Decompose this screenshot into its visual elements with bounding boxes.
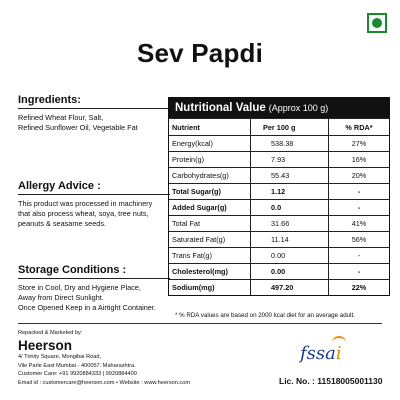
nutrient-rda: -	[357, 267, 361, 276]
nutrient-rda: 22%	[351, 283, 367, 292]
veg-dot-icon	[372, 18, 382, 28]
nutrient-rda: 16%	[351, 155, 367, 164]
rda-footnote: * % RDA values are based on 2000 kcal diet for an average adult.	[175, 312, 355, 319]
contact-line: Email id : customercare@heerson.com • Website : www.heerson.com	[18, 379, 190, 386]
nutrient-name: Carbohydrates(g)	[169, 168, 251, 183]
nutrient-value: 497.20	[251, 280, 329, 295]
nutrient-value: 0.00	[251, 264, 329, 279]
col-header-rda: % RDA*	[345, 122, 373, 132]
nutrient-name: Cholesterol(mg)	[169, 264, 251, 279]
nutrient-value: 11.14	[251, 232, 329, 247]
nutrition-row	[169, 231, 389, 247]
nutrient-name: Energy(kcal)	[169, 136, 251, 151]
allergy-section	[18, 181, 178, 229]
nutrition-row	[169, 151, 389, 167]
brand-name: Heerson	[18, 338, 73, 354]
nutrient-value: 31.66	[251, 216, 329, 231]
address-line: 4/ Trinity Square, Mongibai Road,	[18, 354, 102, 361]
storage-line: Once Opened Keep in a Airtight Container.	[18, 303, 156, 312]
marketer-block	[18, 329, 268, 387]
nutrient-rda: 27%	[351, 139, 367, 148]
nutrient-value: 0.0	[251, 200, 329, 215]
ingredients-line: Refined Wheat Flour, Salt,	[18, 113, 104, 122]
ingredients-section	[18, 95, 178, 133]
allergy-divider	[18, 194, 170, 195]
nutrient-value: 1.12	[251, 184, 329, 199]
product-title: Sev Papdi	[136, 38, 264, 68]
nutrition-row	[169, 199, 389, 215]
nutrition-row	[169, 263, 389, 279]
nutrition-row	[169, 135, 389, 151]
nutrition-row	[169, 183, 389, 199]
nutrient-rda: 41%	[351, 219, 367, 228]
nutrient-name: Total Sugar(g)	[169, 184, 251, 199]
fssai-logo-text: fssa	[300, 343, 336, 364]
fssai-logo	[300, 343, 342, 364]
customer-care: Customer Care: +91 9920884333 | 9920884400	[18, 371, 137, 378]
nutrition-table	[168, 97, 390, 296]
ingredients-line: Refined Sunflower Oil, Vegetable Fat	[18, 123, 138, 132]
license-number: Lic. No. : 11518005001130	[279, 376, 383, 386]
address-line: Vile Parle East Mumbai - 400057. Maharashtra.	[18, 362, 136, 369]
nutrient-rda: -	[357, 251, 361, 260]
nutrition-heading-sub: (Approx 100 g)	[268, 103, 329, 113]
nutrition-row	[169, 279, 389, 295]
nutrient-name: Total Fat	[169, 216, 251, 231]
nutrient-name: Protein(g)	[169, 152, 251, 167]
nutrient-name: Trans Fat(g)	[169, 248, 251, 263]
nutrient-value: 0.00	[251, 248, 329, 263]
col-header-per100g: Per 100 g	[251, 119, 329, 135]
storage-divider	[18, 278, 170, 279]
nutrient-rda: -	[357, 203, 361, 212]
nutrient-rda: 20%	[351, 171, 367, 180]
nutrient-name: Added Sugar(g)	[169, 200, 251, 215]
nutrition-heading: Nutritional Value	[175, 102, 266, 114]
nutrient-name: Sodium(mg)	[169, 280, 251, 295]
ingredients-divider	[18, 108, 170, 109]
nutrition-row	[169, 247, 389, 263]
storage-line: Away from Direct Sunlight.	[18, 293, 104, 302]
nutrient-value: 55.43	[251, 168, 329, 183]
nutrient-value: 7.93	[251, 152, 329, 167]
nutrient-rda: -	[357, 187, 361, 196]
nutrient-name: Saturated Fat(g)	[169, 232, 251, 247]
storage-line: Store in Cool, Dry and Hygiene Place,	[18, 283, 141, 292]
veg-symbol-icon	[367, 13, 387, 33]
allergy-line: that also process wheat, soya, tree nuts,	[18, 209, 149, 218]
nutrient-rda: 56%	[351, 235, 367, 244]
nutrition-header	[169, 98, 389, 118]
nutrition-rows	[169, 135, 389, 295]
storage-heading: Storage Conditions :	[18, 264, 127, 276]
nutrition-row	[169, 215, 389, 231]
marketer-label: Repacked & Marketed by:	[18, 330, 83, 336]
fssai-logo-i: i	[335, 343, 342, 364]
nutrition-column-headers	[169, 118, 389, 135]
footer-divider	[18, 323, 382, 324]
storage-section	[18, 265, 178, 313]
col-header-nutrient: Nutrient	[169, 119, 251, 135]
ingredients-heading: Ingredients:	[18, 94, 81, 106]
nutrient-value: 538.38	[251, 136, 329, 151]
nutrition-row	[169, 167, 389, 183]
allergy-line: This product was processed in machinery	[18, 199, 153, 208]
allergy-line: peanuts & seasame seeds.	[18, 219, 107, 228]
allergy-heading: Allergy Advice :	[18, 180, 101, 192]
